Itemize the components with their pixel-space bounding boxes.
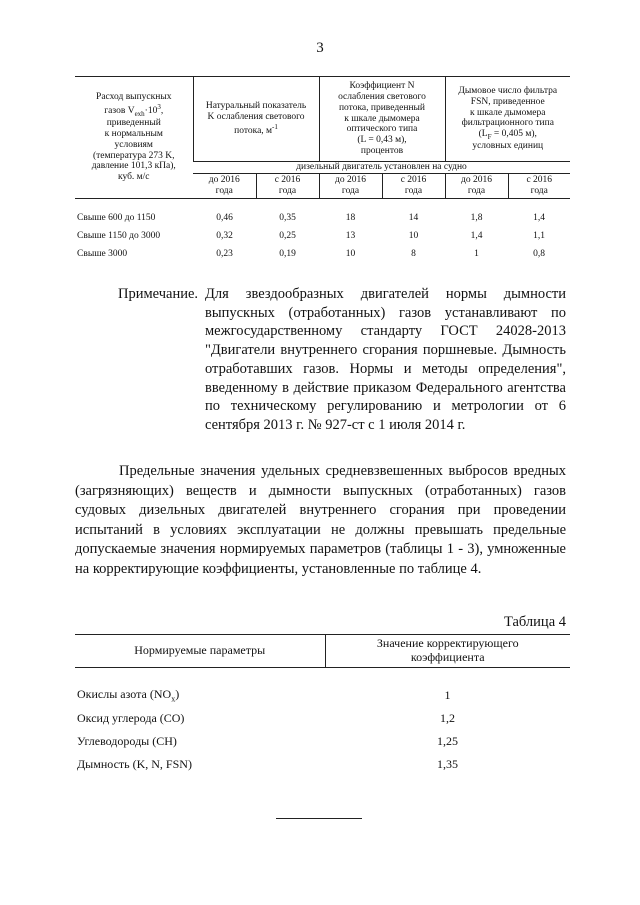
table-row <box>75 753 570 776</box>
note-text: Для звездообразных двигателей нормы дымности выпускных (отработанных) газов устанавливают по межгосударственному стандарту ГОСТ 24028-2013 "Двигатели внутреннего сгорания поршневые. Дымность отработавших газов. Нормы и методы определения", введенному в действие приказом Федерального агентства по техническому регулированию и метрологии от 6 сентября 2013 г. № 927-ст с 1 июля 2014 г. <box>205 286 566 433</box>
cell-value: 0,25 <box>279 230 296 241</box>
param-name: Дымность (K, N, FSN) <box>77 757 192 771</box>
engine-installed-row: дизельный двигатель установлен на судно <box>193 162 570 174</box>
body-paragraph: Предельные значения удельных средневзвешенных выбросов вредных (загрязняющих) веществ и дымности выпускных (отработанных) газов судовых дизельных двигателей внутреннего сгорания при проведении испытаний в условиях эксплуатации не должны превышать предельные допускаемые значения нормируемых параметров (таблицы 1 - 3), умноженные на корректирующие коэффициенты, установленные по таблице 4. <box>75 463 566 577</box>
table-row <box>75 227 570 245</box>
table-row <box>75 245 570 263</box>
row-label: Свыше 600 до 1150 <box>77 212 156 223</box>
param-name: Углеводороды (CH) <box>77 734 177 748</box>
smoke-limits-table <box>75 76 570 263</box>
cell-value: 0,32 <box>216 230 233 241</box>
cell-value: 1,1 <box>533 230 545 241</box>
table-row <box>75 209 570 227</box>
cell-value: 0,46 <box>216 212 233 223</box>
period-header: с 2016 года <box>508 174 570 199</box>
cell-value: 0,19 <box>279 248 296 259</box>
table-row <box>75 707 570 730</box>
cell-value: 1,4 <box>533 212 545 223</box>
period-header: до 2016 года <box>445 174 508 199</box>
note-label: Примечание. <box>118 286 199 302</box>
correction-factors-table <box>75 634 570 776</box>
header-parameters: Нормируемые параметры <box>75 635 325 668</box>
row-label: Свыше 3000 <box>77 248 128 259</box>
table-row <box>75 684 570 707</box>
footer-divider <box>276 818 362 819</box>
cell-value: 0,8 <box>533 248 545 259</box>
header-exhaust-flow: Расход выпускных газов $V_{exh}\cdot 10^3$, приведенный к нормальным условиям (температура 273 K, давление 101,3 кПа), куб. м/с <box>75 77 193 199</box>
param-name: Оксид углерода (CO) <box>77 711 185 725</box>
header-fsn: Дымовое число фильтра FSN, приведенное к шкале дымомера фильтрационного типа ($L_F = 0,405$ м), условных единиц <box>445 77 570 162</box>
period-header: до 2016 года <box>193 174 256 199</box>
header-correction-value: Значение корректирующего коэффициента <box>325 635 570 668</box>
param-value: 1,2 <box>440 711 455 725</box>
header-k-coefficient: Натуральный показатель K ослабления светового потока, $м^{-1}$ <box>193 77 319 162</box>
param-value: 1 <box>444 688 451 702</box>
cell-value: 1,4 <box>470 230 483 241</box>
table-row <box>75 730 570 753</box>
note-block <box>118 285 566 435</box>
param-value: 1,25 <box>437 734 458 748</box>
table4-caption: Таблица 4 <box>503 614 566 630</box>
row-label: Свыше 1150 до 3000 <box>77 230 161 241</box>
cell-value: 1,8 <box>470 212 483 223</box>
header-n-coefficient: Коэффициент N ослабления светового потока, приведенный к шкале дымомера оптического типа (L = 0,43 м), процентов <box>319 77 445 162</box>
cell-value: 0,35 <box>279 212 296 223</box>
page-number: 3 <box>316 40 324 56</box>
cell-value: 14 <box>408 212 419 223</box>
param-value: 1,35 <box>437 757 458 771</box>
cell-value: 8 <box>411 248 416 259</box>
period-header: с 2016 года <box>256 174 319 199</box>
cell-value: 0,23 <box>216 248 233 259</box>
cell-value: 10 <box>408 230 419 241</box>
period-header: до 2016 года <box>319 174 382 199</box>
cell-value: 1 <box>474 248 479 259</box>
period-header: с 2016 года <box>382 174 445 199</box>
cell-value: 18 <box>345 212 356 223</box>
cell-value: 13 <box>345 230 356 241</box>
param-name: Окислы азота $(NO_x)$ <box>77 687 180 704</box>
cell-value: 10 <box>345 248 356 259</box>
